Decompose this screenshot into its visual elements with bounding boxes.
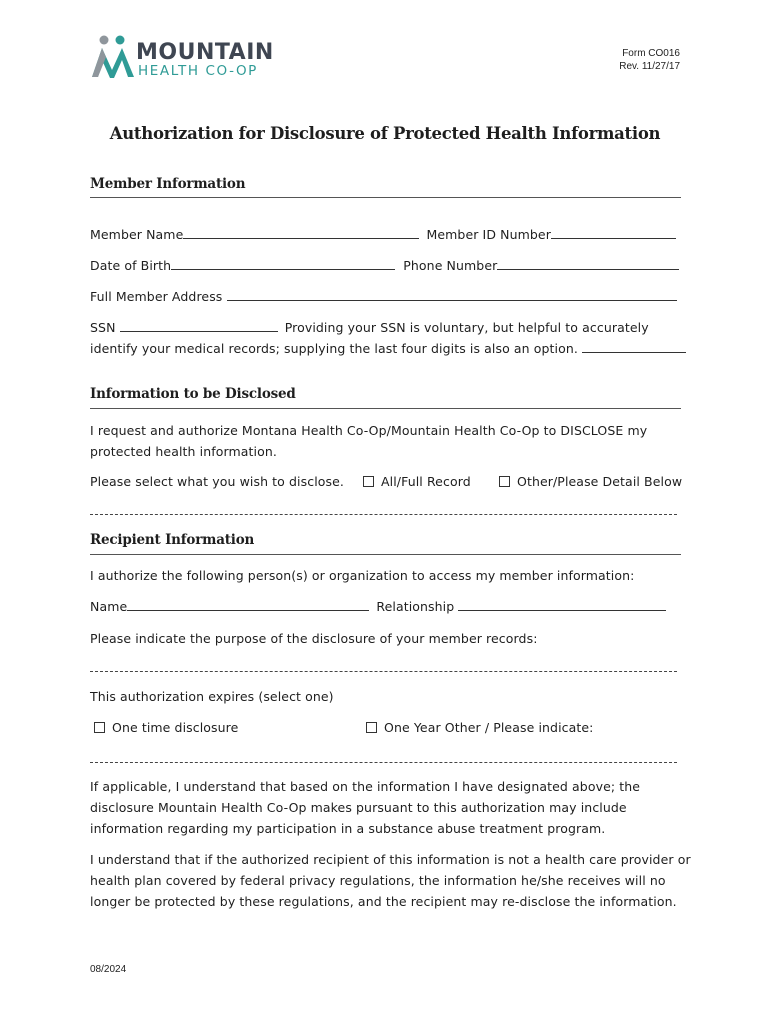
phone-field[interactable] bbox=[497, 256, 679, 270]
relationship-field[interactable] bbox=[458, 597, 666, 611]
option-full-record-label: All/Full Record bbox=[381, 474, 471, 489]
statement-paragraph-1 bbox=[90, 776, 640, 839]
address-label: Full Member Address bbox=[90, 289, 223, 304]
section-heading-recipient: Recipient Information bbox=[90, 532, 255, 548]
dob-field[interactable] bbox=[171, 256, 395, 270]
option-other-detail-label: Other/Please Detail Below bbox=[517, 474, 683, 489]
ssn-note-row2 bbox=[90, 338, 690, 359]
section-heading-disclosure: Information to be Disclosed bbox=[90, 386, 296, 402]
recipient-name-label: Name bbox=[90, 599, 128, 614]
member-id-label: Member ID Number bbox=[426, 227, 551, 242]
ssn-row bbox=[90, 317, 690, 338]
dob-label: Date of Birth bbox=[90, 258, 172, 273]
statement-2-line2: health plan covered by federal privacy regulations, the information he/she receives will no bbox=[90, 873, 666, 888]
checkbox-icon[interactable] bbox=[94, 722, 105, 733]
recipient-authorize-text: I authorize the following person(s) or organization to access my member information: bbox=[90, 568, 635, 583]
checkbox-icon[interactable] bbox=[366, 722, 377, 733]
ssn-note-line1: Providing your SSN is voluntary, but helpful to accurately bbox=[284, 320, 649, 335]
option-one-time-label: One time disclosure bbox=[112, 720, 239, 735]
option-full-record[interactable] bbox=[363, 471, 471, 492]
logo bbox=[90, 34, 274, 80]
dob-row bbox=[90, 255, 681, 276]
disclosure-select-prompt: Please select what you wish to disclose. bbox=[90, 474, 344, 489]
disclosure-request-line1: I request and authorize Montana Health Co-Op/Mountain Health Co-Op to DISCLOSE my bbox=[90, 423, 648, 438]
phone-label: Phone Number bbox=[403, 258, 498, 273]
statement-paragraph-2 bbox=[90, 849, 691, 912]
purpose-line[interactable] bbox=[90, 671, 677, 672]
statement-1-line1: If applicable, I understand that based on the information I have designated above; the bbox=[90, 779, 641, 794]
relationship-label: Relationship bbox=[376, 599, 455, 614]
logo-word-health-coop: HEALTH CO-OP bbox=[138, 63, 258, 79]
statement-1-line3: information regarding my participation in a substance abuse treatment program. bbox=[90, 821, 606, 836]
ssn-note-line2: identify your medical records; supplying the last four digits is also an option. bbox=[90, 341, 578, 356]
option-one-time[interactable] bbox=[94, 717, 238, 738]
ssn-label: SSN bbox=[90, 320, 116, 335]
member-id-field[interactable] bbox=[551, 225, 676, 239]
section-divider bbox=[90, 197, 681, 198]
section-heading-member: Member Information bbox=[90, 176, 246, 192]
form-number: Form CO016 bbox=[622, 48, 680, 59]
ssn-last-four-field[interactable] bbox=[582, 339, 686, 353]
checkbox-icon[interactable] bbox=[363, 476, 374, 487]
section-divider bbox=[90, 554, 681, 555]
address-row bbox=[90, 286, 681, 307]
statement-2-line1: I understand that if the authorized recipient of this information is not a health care provider or bbox=[90, 852, 691, 867]
disclosure-request-line2: protected health information. bbox=[90, 444, 277, 459]
statement-1-line2: disclosure Mountain Health Co-Op makes pursuant to this authorization may include bbox=[90, 800, 627, 815]
option-other-detail[interactable] bbox=[499, 471, 682, 492]
member-name-row bbox=[90, 224, 681, 245]
statement-2-line3: longer be protected by these regulations, and the recipient may re-disclose the information. bbox=[90, 894, 677, 909]
checkbox-icon[interactable] bbox=[499, 476, 510, 487]
page-title: Authorization for Disclosure of Protected Health Information bbox=[109, 124, 661, 143]
ssn-field[interactable] bbox=[120, 318, 278, 332]
option-one-year[interactable] bbox=[366, 717, 594, 738]
revision-date: Rev. 11/27/17 bbox=[619, 61, 680, 72]
section-divider bbox=[90, 408, 681, 409]
purpose-prompt: Please indicate the purpose of the disclosure of your member records: bbox=[90, 631, 538, 646]
member-name-field[interactable] bbox=[183, 225, 419, 239]
recipient-name-row bbox=[90, 596, 681, 617]
address-field[interactable] bbox=[227, 287, 677, 301]
form-number-block bbox=[619, 47, 680, 73]
recipient-name-field[interactable] bbox=[127, 597, 369, 611]
member-name-label: Member Name bbox=[90, 227, 184, 242]
expiration-detail-line[interactable] bbox=[90, 762, 677, 763]
disclosure-detail-line[interactable] bbox=[90, 514, 677, 515]
logo-mark-icon bbox=[90, 34, 136, 80]
logo-word-mountain: MOUNTAIN bbox=[136, 40, 274, 65]
option-one-year-label: One Year Other / Please indicate: bbox=[384, 720, 594, 735]
expires-prompt: This authorization expires (select one) bbox=[90, 689, 334, 704]
footer-date: 08/2024 bbox=[90, 964, 127, 975]
